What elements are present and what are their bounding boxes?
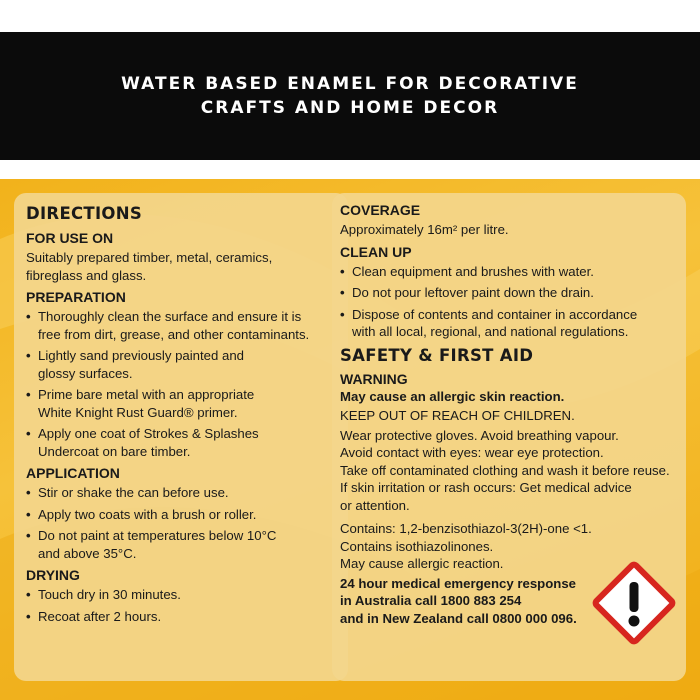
drying-heading: DRYING [26, 567, 80, 583]
text-line: Do not pour leftover paint down the drain. [352, 285, 594, 300]
directions-panel [14, 193, 348, 681]
safety-line: Take off contaminated clothing and wash it before reuse. [340, 462, 670, 478]
text-line: and above 35°C. [38, 545, 137, 561]
safety-line: If skin irritation or rash occurs: Get medical advice [340, 480, 632, 495]
text-line: free from dirt, grease, and other contaminants. [38, 326, 310, 342]
emergency-line: 24 hour medical emergency response [340, 575, 577, 591]
list-item [26, 506, 338, 524]
product-header [0, 32, 700, 160]
list-item [340, 284, 676, 302]
text-line: fibreglass and glass. [26, 267, 147, 283]
contains-line: Contains isothiazolinones. [340, 538, 494, 554]
clean-up-heading: CLEAN UP [340, 243, 412, 260]
text-line: Touch dry in 30 minutes. [38, 587, 181, 602]
text-line: glossy surfaces. [38, 365, 133, 381]
emergency-line: and in New Zealand call 0800 000 096. [340, 610, 577, 626]
list-item [26, 527, 338, 562]
text-line: Lightly sand previously painted and [38, 348, 245, 363]
coverage-heading: COVERAGE [340, 202, 421, 218]
coverage-text: Approximately 16m² per litre. [340, 222, 509, 237]
application-list [26, 484, 338, 562]
safety-line: Wear protective gloves. Avoid breathing vapour. [340, 427, 619, 443]
preparation-list [26, 308, 338, 460]
directions-title: DIRECTIONS [26, 204, 143, 223]
preparation-heading: PREPARATION [26, 289, 126, 305]
safety-line: Avoid contact with eyes: wear eye protection. [340, 445, 604, 460]
text-line: Prime bare metal with an appropriate [38, 387, 255, 402]
text-line: Suitably prepared timber, metal, ceramics, [26, 250, 273, 265]
text-line: White Knight Rust Guard® primer. [38, 404, 238, 420]
list-item [340, 263, 676, 281]
text-line: with all local, regional, and national regulations. [352, 324, 629, 339]
contains-line: Contains: 1,2-benzisothiazol-3(2H)-one <1. [340, 521, 592, 536]
text-line: Dispose of contents and container in accordance [352, 306, 638, 322]
list-item [26, 347, 338, 382]
text-line: Do not paint at temperatures below 10°C [38, 528, 277, 543]
list-item [26, 386, 338, 421]
list-item [26, 484, 338, 502]
for-use-on-heading: FOR USE ON [26, 230, 114, 246]
text-line: Apply one coat of Strokes & Splashes [38, 426, 259, 441]
warning-heading: WARNING [340, 370, 408, 387]
exclamation-mark-hazard-icon [591, 560, 677, 646]
for-use-on-text [26, 249, 338, 284]
clean-up-list [340, 263, 676, 341]
emergency-line: in Australia call 1800 883 254 [340, 593, 522, 608]
application-heading: APPLICATION [26, 465, 120, 481]
drying-list [26, 586, 338, 625]
text-line: Undercoat on bare timber. [38, 443, 191, 459]
contains-line: May cause allergic reaction. [340, 556, 504, 571]
text-line: Clean equipment and brushes with water. [352, 263, 594, 279]
list-item [26, 608, 338, 626]
header-line-2: CRAFTS AND HOME DECOR [200, 98, 500, 118]
list-item [340, 306, 676, 341]
safety-line: or attention. [340, 497, 410, 513]
text-line: Apply two coats with a brush or roller. [38, 506, 257, 522]
text-line: Stir or shake the can before use. [38, 485, 229, 500]
safety-line: KEEP OUT OF REACH OF CHILDREN. [340, 408, 575, 423]
text-line: Thoroughly clean the surface and ensure it is [38, 309, 302, 324]
text-line: Recoat after 2 hours. [38, 608, 162, 624]
list-item [26, 308, 338, 343]
allergic-warning: May cause an allergic skin reaction. [340, 388, 565, 404]
safety-title: SAFETY & FIRST AID [340, 345, 534, 365]
list-item [26, 586, 338, 604]
header-line-1: WATER BASED ENAMEL FOR DECORATIVE [121, 74, 579, 94]
list-item [26, 425, 338, 460]
